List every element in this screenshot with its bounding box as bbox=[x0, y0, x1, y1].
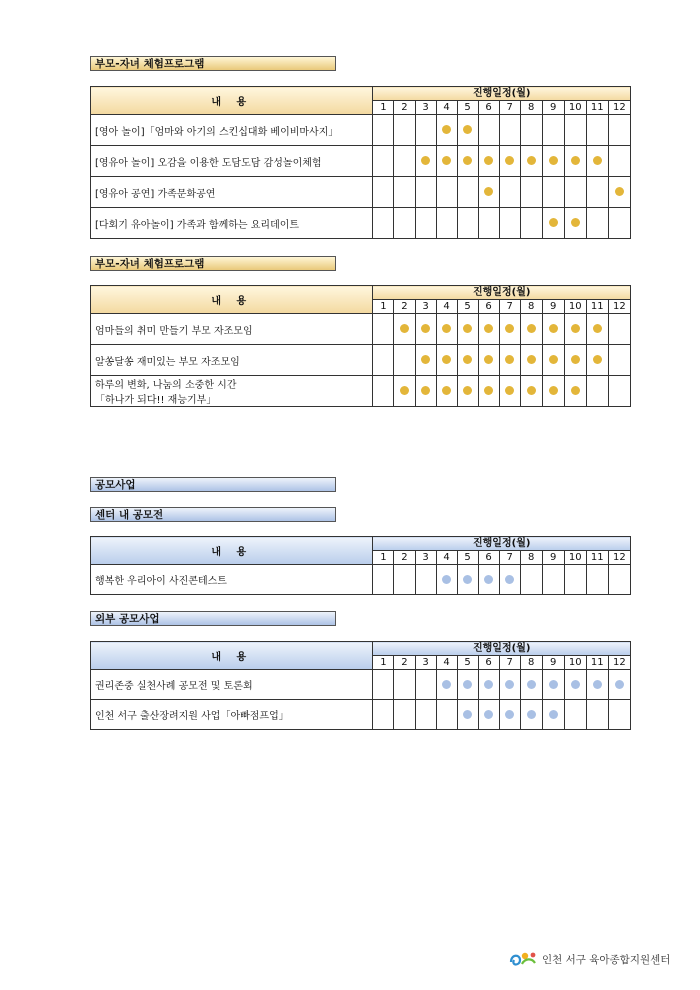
table-row bbox=[91, 565, 631, 595]
month-cell bbox=[394, 177, 415, 208]
scheduled-dot-icon bbox=[527, 355, 536, 364]
month-header: 1 bbox=[373, 300, 394, 314]
month-cell bbox=[542, 670, 564, 700]
program-name-line: 인천 서구 출산장려지원 사업「아빠점프업」 bbox=[95, 711, 289, 722]
month-cell bbox=[542, 700, 564, 730]
scheduled-dot-icon bbox=[442, 324, 451, 333]
month-cell bbox=[564, 314, 586, 345]
month-cell bbox=[586, 565, 608, 595]
scheduled-dot-icon bbox=[571, 218, 580, 227]
program-name bbox=[91, 376, 373, 407]
month-header: 7 bbox=[499, 551, 520, 565]
month-cell bbox=[394, 376, 415, 407]
schedule-table-4 bbox=[90, 641, 631, 730]
content-header: 내 용 bbox=[91, 286, 373, 314]
month-cell bbox=[564, 565, 586, 595]
month-cell bbox=[542, 146, 564, 177]
month-cell bbox=[394, 345, 415, 376]
month-cell bbox=[542, 314, 564, 345]
scheduled-dot-icon bbox=[463, 680, 472, 689]
section-title-external-contest: 외부 공모사업 bbox=[90, 611, 336, 626]
scheduled-dot-icon bbox=[421, 355, 430, 364]
scheduled-dot-icon bbox=[505, 386, 514, 395]
month-cell bbox=[394, 115, 415, 146]
month-cell bbox=[457, 314, 478, 345]
scheduled-dot-icon bbox=[549, 680, 558, 689]
schedule-header: 진행일정(월) bbox=[373, 537, 631, 551]
program-name bbox=[91, 700, 373, 730]
program-name bbox=[91, 177, 373, 208]
month-header: 11 bbox=[586, 551, 608, 565]
month-header: 6 bbox=[478, 300, 499, 314]
month-cell bbox=[436, 115, 457, 146]
month-cell bbox=[586, 177, 608, 208]
month-cell bbox=[564, 146, 586, 177]
scheduled-dot-icon bbox=[484, 680, 493, 689]
month-cell bbox=[608, 700, 630, 730]
table-row bbox=[91, 670, 631, 700]
month-cell bbox=[499, 565, 520, 595]
program-name bbox=[91, 115, 373, 146]
month-cell bbox=[520, 565, 542, 595]
month-header: 8 bbox=[520, 551, 542, 565]
month-header: 11 bbox=[586, 300, 608, 314]
month-cell bbox=[457, 670, 478, 700]
month-cell bbox=[457, 146, 478, 177]
month-cell bbox=[520, 700, 542, 730]
program-name bbox=[91, 146, 373, 177]
scheduled-dot-icon bbox=[505, 710, 514, 719]
month-cell bbox=[415, 565, 436, 595]
schedule-header: 진행일정(월) bbox=[373, 87, 631, 101]
month-cell bbox=[499, 115, 520, 146]
month-header: 3 bbox=[415, 101, 436, 115]
scheduled-dot-icon bbox=[442, 156, 451, 165]
month-header: 3 bbox=[415, 551, 436, 565]
month-header: 6 bbox=[478, 101, 499, 115]
scheduled-dot-icon bbox=[484, 710, 493, 719]
month-cell bbox=[520, 146, 542, 177]
scheduled-dot-icon bbox=[505, 355, 514, 364]
table-row bbox=[91, 177, 631, 208]
scheduled-dot-icon bbox=[463, 386, 472, 395]
section-title-parent-child-2: 부모-자녀 체험프로그램 bbox=[90, 256, 336, 271]
month-header: 8 bbox=[520, 656, 542, 670]
month-cell bbox=[542, 345, 564, 376]
month-cell bbox=[394, 670, 415, 700]
schedule-table-3 bbox=[90, 536, 631, 595]
month-cell bbox=[586, 700, 608, 730]
month-cell bbox=[586, 376, 608, 407]
month-cell bbox=[373, 565, 394, 595]
month-cell bbox=[608, 345, 630, 376]
scheduled-dot-icon bbox=[463, 125, 472, 134]
month-cell bbox=[608, 115, 630, 146]
section-title-parent-child-1: 부모-자녀 체험프로그램 bbox=[90, 56, 336, 71]
scheduled-dot-icon bbox=[463, 575, 472, 584]
month-cell bbox=[436, 700, 457, 730]
month-cell bbox=[520, 670, 542, 700]
month-header: 1 bbox=[373, 551, 394, 565]
month-cell bbox=[457, 345, 478, 376]
month-cell bbox=[499, 700, 520, 730]
month-cell bbox=[608, 208, 630, 239]
program-name bbox=[91, 208, 373, 239]
scheduled-dot-icon bbox=[484, 324, 493, 333]
month-cell bbox=[499, 345, 520, 376]
scheduled-dot-icon bbox=[463, 710, 472, 719]
month-header: 12 bbox=[608, 551, 630, 565]
month-header: 4 bbox=[436, 101, 457, 115]
table-row bbox=[91, 146, 631, 177]
program-name bbox=[91, 314, 373, 345]
month-cell bbox=[520, 208, 542, 239]
scheduled-dot-icon bbox=[593, 324, 602, 333]
month-header: 5 bbox=[457, 656, 478, 670]
program-name-line: 「하나가 되다!! 재능기부」 bbox=[95, 395, 217, 406]
scheduled-dot-icon bbox=[463, 156, 472, 165]
month-cell bbox=[608, 565, 630, 595]
month-cell bbox=[436, 146, 457, 177]
table-row bbox=[91, 314, 631, 345]
schedule-table-2 bbox=[90, 285, 631, 407]
scheduled-dot-icon bbox=[421, 324, 430, 333]
month-header: 4 bbox=[436, 300, 457, 314]
scheduled-dot-icon bbox=[421, 386, 430, 395]
month-header: 11 bbox=[586, 101, 608, 115]
scheduled-dot-icon bbox=[549, 386, 558, 395]
month-cell bbox=[520, 314, 542, 345]
month-cell bbox=[478, 146, 499, 177]
scheduled-dot-icon bbox=[484, 187, 493, 196]
month-cell bbox=[586, 345, 608, 376]
scheduled-dot-icon bbox=[549, 710, 558, 719]
center-logo-icon bbox=[508, 950, 538, 968]
month-cell bbox=[608, 146, 630, 177]
month-cell bbox=[457, 115, 478, 146]
month-header: 9 bbox=[542, 656, 564, 670]
month-cell bbox=[394, 146, 415, 177]
month-cell bbox=[586, 146, 608, 177]
scheduled-dot-icon bbox=[593, 355, 602, 364]
month-cell bbox=[542, 115, 564, 146]
month-cell bbox=[415, 208, 436, 239]
scheduled-dot-icon bbox=[505, 680, 514, 689]
schedule-table-1 bbox=[90, 86, 631, 239]
month-cell bbox=[499, 177, 520, 208]
scheduled-dot-icon bbox=[400, 386, 409, 395]
month-cell bbox=[373, 177, 394, 208]
month-header: 12 bbox=[608, 101, 630, 115]
program-name-line: [영아 놀이]「엄마와 아기의 스킨십대화 베이비마사지」 bbox=[95, 126, 339, 138]
month-cell bbox=[499, 670, 520, 700]
month-header: 4 bbox=[436, 656, 457, 670]
scheduled-dot-icon bbox=[505, 156, 514, 165]
month-header: 1 bbox=[373, 101, 394, 115]
month-cell bbox=[564, 700, 586, 730]
scheduled-dot-icon bbox=[527, 710, 536, 719]
month-cell bbox=[478, 314, 499, 345]
scheduled-dot-icon bbox=[442, 125, 451, 134]
month-header: 10 bbox=[564, 656, 586, 670]
content-header: 내 용 bbox=[91, 642, 373, 670]
month-cell bbox=[457, 565, 478, 595]
month-cell bbox=[478, 208, 499, 239]
scheduled-dot-icon bbox=[571, 324, 580, 333]
scheduled-dot-icon bbox=[527, 386, 536, 395]
table-row bbox=[91, 208, 631, 239]
month-cell bbox=[436, 376, 457, 407]
month-cell bbox=[373, 208, 394, 239]
scheduled-dot-icon bbox=[484, 575, 493, 584]
month-cell bbox=[564, 177, 586, 208]
month-header: 5 bbox=[457, 101, 478, 115]
month-header: 11 bbox=[586, 656, 608, 670]
month-cell bbox=[373, 314, 394, 345]
month-header: 7 bbox=[499, 656, 520, 670]
month-cell bbox=[520, 376, 542, 407]
scheduled-dot-icon bbox=[593, 156, 602, 165]
scheduled-dot-icon bbox=[484, 355, 493, 364]
month-cell bbox=[586, 670, 608, 700]
month-cell bbox=[373, 345, 394, 376]
month-cell bbox=[499, 146, 520, 177]
month-header: 3 bbox=[415, 656, 436, 670]
month-cell bbox=[394, 700, 415, 730]
month-cell bbox=[415, 146, 436, 177]
month-cell bbox=[415, 700, 436, 730]
scheduled-dot-icon bbox=[442, 575, 451, 584]
month-cell bbox=[608, 376, 630, 407]
month-cell bbox=[478, 670, 499, 700]
scheduled-dot-icon bbox=[571, 386, 580, 395]
month-cell bbox=[608, 177, 630, 208]
scheduled-dot-icon bbox=[505, 324, 514, 333]
month-cell bbox=[478, 345, 499, 376]
scheduled-dot-icon bbox=[527, 680, 536, 689]
scheduled-dot-icon bbox=[615, 187, 624, 196]
month-cell bbox=[436, 177, 457, 208]
program-name-line: 알쏭달쏭 재미있는 부모 자조모임 bbox=[95, 356, 240, 368]
month-cell bbox=[394, 565, 415, 595]
month-cell bbox=[499, 314, 520, 345]
month-cell bbox=[564, 208, 586, 239]
month-header: 12 bbox=[608, 300, 630, 314]
scheduled-dot-icon bbox=[400, 324, 409, 333]
scheduled-dot-icon bbox=[442, 386, 451, 395]
scheduled-dot-icon bbox=[442, 680, 451, 689]
month-cell bbox=[478, 115, 499, 146]
month-cell bbox=[564, 376, 586, 407]
scheduled-dot-icon bbox=[593, 680, 602, 689]
month-cell bbox=[436, 314, 457, 345]
content-header: 내 용 bbox=[91, 87, 373, 115]
month-header: 9 bbox=[542, 551, 564, 565]
month-cell bbox=[373, 670, 394, 700]
month-cell bbox=[394, 208, 415, 239]
month-cell bbox=[478, 700, 499, 730]
month-cell bbox=[542, 177, 564, 208]
table-row bbox=[91, 376, 631, 407]
month-cell bbox=[586, 115, 608, 146]
scheduled-dot-icon bbox=[549, 355, 558, 364]
scheduled-dot-icon bbox=[484, 156, 493, 165]
month-cell bbox=[457, 700, 478, 730]
month-cell bbox=[373, 700, 394, 730]
month-header: 2 bbox=[394, 300, 415, 314]
month-cell bbox=[373, 146, 394, 177]
month-header: 10 bbox=[564, 300, 586, 314]
schedule-header: 진행일정(월) bbox=[373, 286, 631, 300]
month-header: 5 bbox=[457, 300, 478, 314]
month-cell bbox=[478, 376, 499, 407]
scheduled-dot-icon bbox=[571, 355, 580, 364]
month-header: 2 bbox=[394, 551, 415, 565]
table-row bbox=[91, 345, 631, 376]
month-header: 8 bbox=[520, 101, 542, 115]
scheduled-dot-icon bbox=[549, 156, 558, 165]
month-cell bbox=[415, 345, 436, 376]
month-cell bbox=[542, 565, 564, 595]
month-cell bbox=[586, 208, 608, 239]
scheduled-dot-icon bbox=[463, 355, 472, 364]
month-header: 7 bbox=[499, 300, 520, 314]
month-header: 2 bbox=[394, 656, 415, 670]
section-title-in-center-contest: 센터 내 공모전 bbox=[90, 507, 336, 522]
month-header: 4 bbox=[436, 551, 457, 565]
footer-logo bbox=[508, 950, 670, 968]
month-cell bbox=[586, 314, 608, 345]
month-cell bbox=[415, 670, 436, 700]
month-cell bbox=[608, 670, 630, 700]
scheduled-dot-icon bbox=[421, 156, 430, 165]
scheduled-dot-icon bbox=[549, 218, 558, 227]
month-cell bbox=[564, 670, 586, 700]
month-cell bbox=[373, 376, 394, 407]
category-title-contest: 공모사업 bbox=[90, 477, 336, 492]
scheduled-dot-icon bbox=[549, 324, 558, 333]
program-name-line: 권리존중 실천사례 공모전 및 토론회 bbox=[95, 681, 253, 692]
month-header: 10 bbox=[564, 551, 586, 565]
month-cell bbox=[394, 314, 415, 345]
month-header: 9 bbox=[542, 101, 564, 115]
month-cell bbox=[564, 345, 586, 376]
month-cell bbox=[499, 376, 520, 407]
month-cell bbox=[436, 565, 457, 595]
month-header: 6 bbox=[478, 551, 499, 565]
month-cell bbox=[564, 115, 586, 146]
month-cell bbox=[457, 208, 478, 239]
month-cell bbox=[499, 208, 520, 239]
scheduled-dot-icon bbox=[615, 680, 624, 689]
table-row bbox=[91, 700, 631, 730]
program-name-line: [영유아 놀이] 오감을 이용한 도담도담 감성놀이체험 bbox=[95, 157, 322, 169]
content-header: 내 용 bbox=[91, 537, 373, 565]
month-cell bbox=[608, 314, 630, 345]
month-cell bbox=[457, 177, 478, 208]
month-header: 6 bbox=[478, 656, 499, 670]
month-header: 9 bbox=[542, 300, 564, 314]
month-header: 10 bbox=[564, 101, 586, 115]
month-cell bbox=[542, 376, 564, 407]
month-cell bbox=[415, 177, 436, 208]
program-name-line: 하루의 변화, 나눔의 소중한 시간 bbox=[95, 380, 237, 391]
schedule-header: 진행일정(월) bbox=[373, 642, 631, 656]
month-cell bbox=[457, 376, 478, 407]
month-header: 1 bbox=[373, 656, 394, 670]
program-name bbox=[91, 565, 373, 595]
scheduled-dot-icon bbox=[484, 386, 493, 395]
month-cell bbox=[373, 115, 394, 146]
program-name-line: [영유아 공연] 가족문화공연 bbox=[95, 188, 216, 200]
month-cell bbox=[436, 208, 457, 239]
program-name bbox=[91, 670, 373, 700]
month-cell bbox=[415, 376, 436, 407]
month-cell bbox=[415, 314, 436, 345]
month-cell bbox=[520, 345, 542, 376]
month-cell bbox=[436, 670, 457, 700]
month-cell bbox=[436, 345, 457, 376]
program-name bbox=[91, 345, 373, 376]
month-cell bbox=[520, 115, 542, 146]
scheduled-dot-icon bbox=[463, 324, 472, 333]
scheduled-dot-icon bbox=[571, 680, 580, 689]
scheduled-dot-icon bbox=[505, 575, 514, 584]
month-cell bbox=[415, 115, 436, 146]
month-header: 12 bbox=[608, 656, 630, 670]
scheduled-dot-icon bbox=[527, 156, 536, 165]
footer-org-name: 인천 서구 육아종합지원센터 bbox=[542, 953, 671, 966]
program-name-line: [다회기 유아놀이] 가족과 함께하는 요리데이트 bbox=[95, 219, 300, 231]
month-header: 2 bbox=[394, 101, 415, 115]
month-cell bbox=[478, 177, 499, 208]
program-name-line: 엄마들의 취미 만들기 부모 자조모임 bbox=[95, 325, 253, 337]
scheduled-dot-icon bbox=[442, 355, 451, 364]
month-header: 8 bbox=[520, 300, 542, 314]
program-name-line: 행복한 우리아이 사진콘테스트 bbox=[95, 576, 227, 587]
month-cell bbox=[542, 208, 564, 239]
scheduled-dot-icon bbox=[571, 156, 580, 165]
month-header: 7 bbox=[499, 101, 520, 115]
table-row bbox=[91, 115, 631, 146]
scheduled-dot-icon bbox=[527, 324, 536, 333]
month-cell bbox=[520, 177, 542, 208]
month-cell bbox=[478, 565, 499, 595]
month-header: 5 bbox=[457, 551, 478, 565]
month-header: 3 bbox=[415, 300, 436, 314]
